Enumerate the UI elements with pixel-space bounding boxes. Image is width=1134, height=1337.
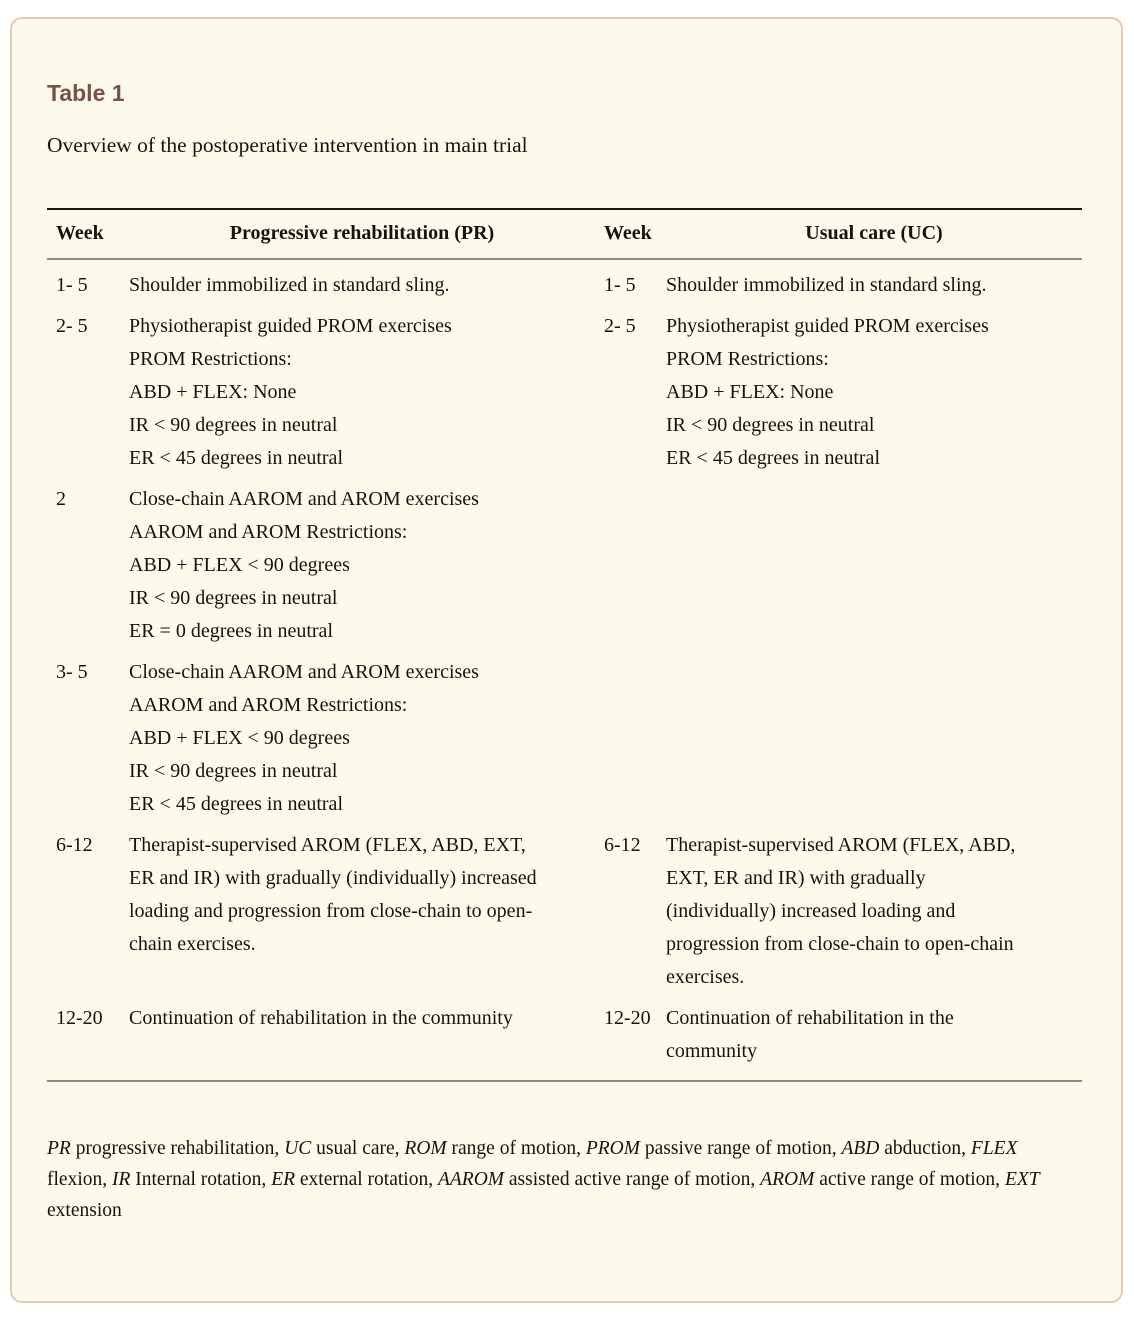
cell-line: IR < 90 degrees in neutral <box>129 587 338 609</box>
week-cell: 1- 5 <box>604 274 636 296</box>
table-header-row <box>47 210 1082 260</box>
cell-line: chain exercises. <box>129 933 256 955</box>
cell-line: Continuation of rehabilitation in the <box>666 1007 954 1029</box>
week-cell: 2 <box>56 488 66 510</box>
abbreviation: AROM <box>760 1169 815 1190</box>
cell-line: PROM Restrictions: <box>666 348 829 370</box>
abbreviations-footnote: PR progressive rehabilitation, UC usual care, ROM range of motion, PROM passive range of motion, ABD abduction, FLEX flexion, IR Internal rotation, ER external rotation, AAROM assisted active range of motion, AROM active range of motion, EXT extension <box>47 1138 1040 1221</box>
week-cell: 12-20 <box>604 1007 651 1029</box>
table-body <box>47 260 1082 1082</box>
table-caption: Overview of the postoperative intervention in main trial <box>47 133 528 157</box>
cell-line: EXT, ER and IR) with gradually <box>666 867 926 889</box>
table-row <box>47 269 1082 310</box>
header-progressive-rehabilitation: Progressive rehabilitation (PR) <box>229 222 495 244</box>
cell-line: Physiotherapist guided PROM exercises <box>666 315 989 337</box>
cell-line: ER < 45 degrees in neutral <box>666 447 880 469</box>
cell-line: (individually) increased loading and <box>666 900 956 922</box>
cell-line: ER = 0 degrees in neutral <box>129 620 333 642</box>
abbreviation: IR <box>111 1169 131 1190</box>
week-cell: 12-20 <box>56 1007 103 1029</box>
cell-line: ABD + FLEX: None <box>666 381 834 403</box>
abbreviation: ER <box>271 1169 296 1190</box>
uc-cell <box>666 829 1082 994</box>
week-cell: 1- 5 <box>56 274 88 296</box>
table-row <box>47 829 1082 1002</box>
week-cell: 2- 5 <box>56 315 88 337</box>
abbreviation: EXT <box>1004 1169 1040 1190</box>
pr-cell <box>129 269 595 302</box>
week-cell: 6-12 <box>604 834 641 856</box>
abbreviation: AAROM <box>437 1169 505 1190</box>
table-row <box>47 656 1082 829</box>
cell-line: AAROM and AROM Restrictions: <box>129 694 408 716</box>
uc-cell <box>666 269 1082 302</box>
cell-line: Therapist-supervised AROM (FLEX, ABD, EXT, <box>129 834 526 856</box>
table-row <box>47 1002 1082 1076</box>
week-cell <box>595 483 666 648</box>
cell-line: ABD + FLEX: None <box>129 381 297 403</box>
week-cell <box>595 656 666 821</box>
table-label: Table 1 <box>47 80 125 106</box>
cell-line: Close-chain AAROM and AROM exercises <box>129 488 479 510</box>
cell-line: Close-chain AAROM and AROM exercises <box>129 661 479 683</box>
cell-line: Therapist-supervised AROM (FLEX, ABD, <box>666 834 1016 856</box>
pr-cell <box>129 656 595 821</box>
table-card <box>10 17 1123 1303</box>
table-row <box>47 310 1082 483</box>
cell-line: exercises. <box>666 966 745 988</box>
pr-cell <box>129 310 595 475</box>
cell-line: AAROM and AROM Restrictions: <box>129 521 408 543</box>
header-week-pr: Week <box>56 222 104 244</box>
abbreviation: UC <box>284 1138 312 1159</box>
cell-line: progression from close-chain to open-chain <box>666 933 1014 955</box>
cell-line: community <box>666 1040 758 1062</box>
cell-line: ER < 45 degrees in neutral <box>129 447 343 469</box>
cell-line: ABD + FLEX < 90 degrees <box>129 554 350 576</box>
pr-cell <box>129 483 595 648</box>
cell-line: PROM Restrictions: <box>129 348 292 370</box>
cell-line: IR < 90 degrees in neutral <box>129 760 338 782</box>
uc-cell <box>666 483 1082 648</box>
intervention-table <box>47 208 1082 1082</box>
header-week-uc: Week <box>604 222 652 244</box>
cell-line: Continuation of rehabilitation in the community <box>129 1007 513 1029</box>
cell-line: IR < 90 degrees in neutral <box>666 414 875 436</box>
uc-cell <box>666 1002 1082 1068</box>
cell-line: Shoulder immobilized in standard sling. <box>129 274 450 296</box>
week-cell: 2- 5 <box>604 315 636 337</box>
table-row <box>47 483 1082 656</box>
cell-line: Shoulder immobilized in standard sling. <box>666 274 987 296</box>
header-usual-care: Usual care (UC) <box>805 222 943 244</box>
cell-line: loading and progression from close-chain to open- <box>129 900 533 922</box>
pr-cell <box>129 1002 595 1068</box>
abbreviation: PR <box>47 1138 71 1159</box>
abbreviation: FLEX <box>970 1138 1018 1159</box>
cell-line: ER < 45 degrees in neutral <box>129 793 343 815</box>
abbreviation: ABD <box>841 1138 880 1159</box>
week-cell: 3- 5 <box>56 661 88 683</box>
cell-line: ABD + FLEX < 90 degrees <box>129 727 350 749</box>
cell-line: Physiotherapist guided PROM exercises <box>129 315 452 337</box>
cell-line: ER and IR) with gradually (individually) increased <box>129 867 537 889</box>
uc-cell <box>666 656 1082 821</box>
abbreviation: PROM <box>585 1138 640 1159</box>
uc-cell <box>666 310 1082 475</box>
cell-line: IR < 90 degrees in neutral <box>129 414 338 436</box>
abbreviation: ROM <box>404 1138 447 1159</box>
pr-cell <box>129 829 595 994</box>
week-cell: 6-12 <box>56 834 93 856</box>
